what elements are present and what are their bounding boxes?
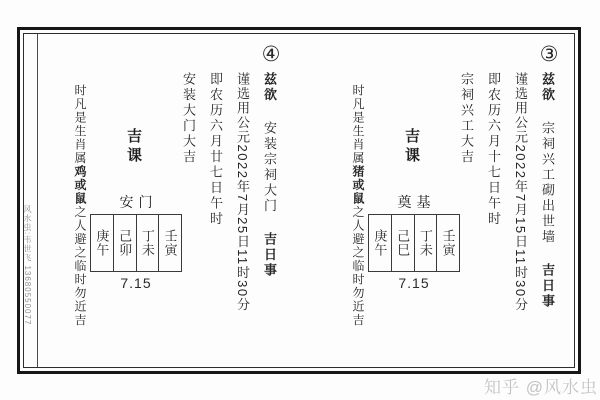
table-row [369, 215, 460, 272]
panel-3-number: ③ [539, 43, 559, 66]
panel-3-lunar-date: 即农历六月十七日午时 [486, 72, 501, 227]
practitioner-contact: 风水虫:韦世飞 13680550077 [23, 205, 32, 326]
panel-3 [340, 27, 580, 373]
intent-subject: 安装宗祠大门 [262, 121, 277, 215]
pillar-cell: 丁未 [139, 229, 155, 257]
chart-date-note: 7.15 [398, 275, 430, 291]
warning-pre: 时凡是生肖属 [351, 84, 365, 165]
warning-pre: 时凡是生肖属 [73, 84, 87, 165]
chart-date-note: 7.15 [120, 275, 152, 291]
panel-3-course-label: 吉课 [403, 128, 420, 166]
warning-post: 之人避之临时勿近吉 [351, 205, 365, 327]
pillar-cell: 壬寅 [440, 229, 456, 257]
warning-post: 之人避之临时勿近吉 [73, 205, 87, 327]
pillar-cell: 丁未 [417, 229, 433, 257]
panel-4 [62, 27, 302, 373]
intent-prefix: 兹欲 [540, 72, 555, 103]
panel-3-intent-column [539, 72, 556, 310]
intent-suffix: 吉日事 [262, 232, 277, 279]
pillar-cell: 庚午 [94, 229, 110, 257]
panel-3-four-pillars-chart [368, 192, 460, 291]
panel-4-course-label: 吉课 [125, 128, 142, 166]
warning-animals: 猪或鼠 [351, 165, 365, 206]
table-row [91, 215, 182, 272]
contact-column-divider [37, 34, 38, 367]
pillar-cell: 壬寅 [162, 229, 178, 257]
pillar-cell: 己巳 [395, 229, 411, 257]
panel-4-gregorian-date: 谨选用公元2022年7月25日11时30分 [235, 72, 250, 313]
chart-title: 安门 [119, 194, 158, 210]
pillar-cell: 庚午 [372, 229, 388, 257]
panel-3-gregorian-date: 谨选用公元2022年7月15日11时30分 [513, 72, 528, 313]
panel-4-zodiac-warning [72, 84, 87, 327]
warning-animals: 鸡或鼠 [73, 165, 87, 206]
panel-3-blessing: 宗祠兴工大吉 [459, 72, 474, 165]
zhihu-watermark: 知乎 @风水虫 [484, 378, 598, 397]
pillar-cell: 己卯 [117, 229, 133, 257]
panel-4-four-pillars-chart [90, 192, 182, 291]
intent-subject: 宗祠兴工砌出世墙 [540, 121, 555, 246]
panel-4-intent-column [261, 72, 278, 279]
pillar-table [368, 214, 460, 272]
pillar-table [90, 214, 182, 272]
chart-title: 奠基 [397, 194, 436, 210]
panel-3-zodiac-warning [350, 84, 365, 327]
intent-suffix: 吉日事 [540, 263, 555, 310]
panel-4-number: ④ [261, 43, 281, 66]
panel-4-blessing: 安装大门大吉 [181, 72, 196, 165]
panel-4-lunar-date: 即农历六月廿七日午时 [208, 72, 223, 227]
intent-prefix: 兹欲 [262, 72, 277, 103]
